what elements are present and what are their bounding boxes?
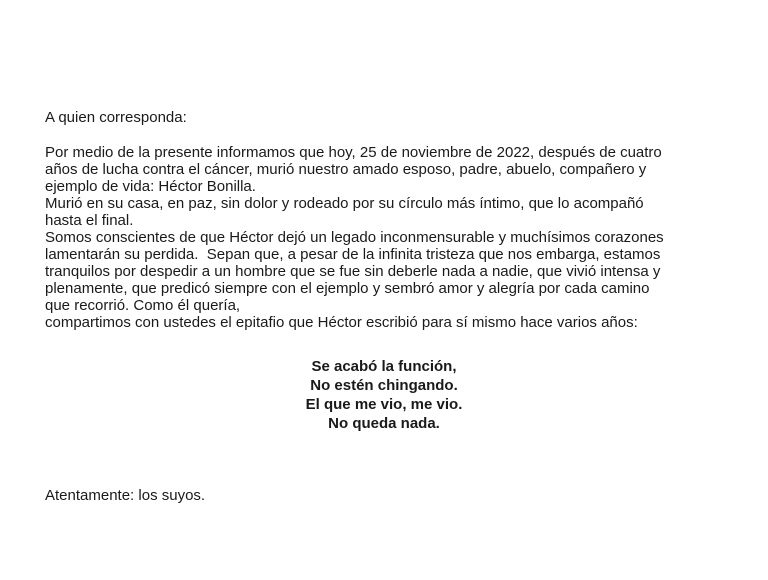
text-line: Murió en su casa, en paz, sin dolor y rodeado por su círculo más íntimo, que lo acompañó <box>45 195 644 212</box>
text-line: Somos conscientes de que Héctor dejó un legado inconmensurable y muchísimos corazones <box>45 229 664 246</box>
paragraph-legacy <box>45 229 725 314</box>
text-line: lamentarán su perdida. Sepan que, a pesar de la infinita tristeza que nos embarga, estamos <box>45 246 661 263</box>
text-line: tranquilos por despedir a un hombre que se fue sin deberle nada a nadie, que vivió intensa y <box>45 263 661 280</box>
text-line: ejemplo de vida: Héctor Bonilla. <box>45 178 256 195</box>
text-line: hasta el final. <box>45 212 134 229</box>
closing-signature: Atentamente: los suyos. <box>45 487 206 504</box>
paragraph-death-details <box>45 195 725 229</box>
epitaph-line: No queda nada. <box>328 415 440 432</box>
paragraph-announcement <box>45 144 725 195</box>
paragraph-epitaph-intro <box>45 314 725 331</box>
salutation: A quien corresponda: <box>45 109 187 126</box>
epitaph <box>0 357 768 433</box>
text-line: Por medio de la presente informamos que hoy, 25 de noviembre de 2022, después de cuatro <box>45 144 662 161</box>
text-line: plenamente, que predicó siempre con el ejemplo y sembró amor y alegría por cada camino <box>45 280 650 297</box>
epitaph-line: Se acabó la función, <box>311 358 457 375</box>
epitaph-line: No estén chingando. <box>310 377 458 394</box>
text-line: compartimos con ustedes el epitafio que Héctor escribió para sí mismo hace varios años: <box>45 314 638 331</box>
text-line: años de lucha contra el cáncer, murió nuestro amado esposo, padre, abuelo, compañero y <box>45 161 647 178</box>
epitaph-line: El que me vio, me vio. <box>305 396 463 413</box>
text-line: que recorrió. Como él quería, <box>45 297 241 314</box>
letter-body <box>45 144 725 331</box>
